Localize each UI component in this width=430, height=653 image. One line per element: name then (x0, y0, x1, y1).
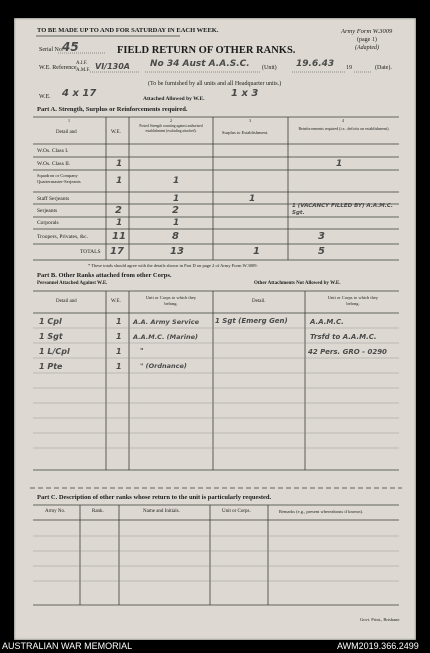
c-col-rank-header: Rank. (92, 509, 104, 514)
b-row-detail: 1 Pte (39, 362, 63, 371)
row-we: 1 (116, 218, 123, 228)
form-title: FIELD RETURN OF OTHER RANKS. (117, 45, 296, 56)
attached-value: 1 x 3 (231, 88, 259, 99)
page-label: (page 1) (357, 37, 377, 43)
col-we-header: W.E. (111, 130, 121, 135)
row-posted: 1 (173, 218, 180, 228)
c-col-unit-header: Unit or Corps. (222, 509, 251, 514)
b-row-we: 1 (116, 362, 122, 371)
row-reinf: 1 (336, 159, 343, 169)
row-detail: Staff Serjeants (37, 196, 70, 202)
b-row-unit: A.A. Army Service (133, 318, 200, 326)
totals-label: TOTALS (80, 249, 101, 255)
printer-imprint: Govt. Print., Brisbane. (360, 617, 401, 622)
b-row-unit2: 42 Pers. GRO - 0290 (308, 348, 387, 356)
b-col-unit2-header: Unit or Corps to which they belong. (327, 295, 379, 306)
row-reinf: 1 (VACANCY FILLED BY) A.A.M.C. Sgt. (292, 203, 393, 216)
b-row-unit: " (140, 347, 144, 355)
b-row-detail2: 1 Sgt (Emerg Gen) (215, 317, 288, 325)
b-row-we: 1 (116, 332, 122, 341)
amf-label: A.M.F. (76, 68, 91, 73)
col-number-3: 3 (249, 118, 251, 123)
we-ref-value: VI/130A (95, 62, 130, 71)
row-detail: Troopers, Privates, &c. (37, 234, 88, 240)
serial-value: 45 (62, 40, 79, 54)
unit-label: (Unit) (262, 65, 277, 71)
b-col-unit-header: Unit or Corps to which they belong. (145, 295, 197, 306)
totals-we: 17 (110, 246, 124, 257)
b-row-we: 1 (116, 317, 122, 326)
unit-value: No 34 Aust A.A.S.C. (150, 59, 250, 69)
we-ref-label: W.E. Reference (39, 65, 77, 71)
b-row-unit: A.A.M.C. (Marine) (133, 333, 198, 341)
row-posted: 8 (172, 231, 179, 242)
row-surplus: 1 (249, 194, 256, 204)
footer-accession: AWM2019.366.2499 (337, 641, 419, 651)
b-col-detail2-header: Detail. (252, 299, 266, 304)
col-number-1: 1 (68, 118, 70, 123)
form-id: Army Form W.3009 (341, 28, 393, 35)
col-posted-header: Posted Strength counting against authorized establishment (excluding attached). (139, 124, 203, 133)
c-col-army-no-header: Army No. (45, 509, 66, 514)
b-col-detail-header: Detail and (56, 299, 77, 304)
row-we: 11 (112, 231, 126, 242)
b-col-we-header: W.E. (111, 299, 121, 304)
attached-label: Attached Allowed by W.E. (143, 96, 205, 102)
we-value: 4 x 17 (62, 88, 97, 99)
row-we: 1 (116, 159, 123, 169)
b-row-detail: 1 L/Cpl (39, 347, 70, 356)
row-posted: 1 (173, 194, 180, 204)
serial-label: Serial No. (39, 47, 64, 53)
col-reinf-header: Reinforcements required (i.e., deficits on establishment). (298, 126, 390, 131)
part-c-heading: Part C. Description of other ranks whose return to the unit is particularly requested. (37, 494, 272, 501)
c-col-remarks-header: Remarks (e.g., present whereabouts if known). (279, 509, 364, 514)
notice-text: TO BE MADE UP TO AND FOR SATURDAY IN EACH WEEK. (37, 27, 219, 34)
row-posted: 2 (172, 205, 179, 216)
part-a-heading: Part A. Strength, Surplus or Reinforcements required. (37, 106, 188, 113)
b-row-detail: 1 Cpl (39, 317, 62, 326)
row-we: 1 (116, 176, 123, 186)
part-b-heading: Part B. Other Ranks attached from other Corps. (37, 272, 172, 279)
b-row-detail: 1 Sgt (39, 332, 63, 341)
date-label: (Date). (375, 65, 392, 71)
adapted-label: (Adapted) (355, 45, 379, 51)
b-row-unit2: A.A.M.C. (310, 318, 344, 326)
footer-institution: AUSTRALIAN WAR MEMORIAL (2, 641, 133, 651)
part-a-footnote: * These totals should agree with the details shown in Part D on page 2 of Army Form W.3009. (88, 263, 258, 268)
row-detail: Corporals (37, 220, 59, 226)
totals-surplus: 1 (253, 246, 260, 257)
we-label: W.E. (39, 94, 51, 100)
totals-reinf: 5 (318, 246, 325, 257)
furnished-note: (To be furnished by all units and all Headquarter units.) (148, 81, 282, 87)
col-number-4: 4 (342, 118, 344, 123)
col-surplus-header: Surplus to Establishment. (222, 130, 269, 135)
year-label: 19 (346, 65, 352, 71)
row-reinf: 3 (318, 231, 325, 242)
b-row-unit: " (Ordnance) (140, 362, 187, 370)
b-row-unit2: Trsfd to A.A.M.C. (310, 333, 377, 341)
col-number-2: 2 (170, 118, 172, 123)
row-detail: W.Os. Class II. (37, 161, 71, 167)
aif-label: A.I.F. (76, 61, 88, 66)
row-detail: W.Os. Class I. (37, 148, 69, 154)
row-detail: Serjeants (37, 208, 58, 214)
row-posted: 1 (173, 176, 180, 186)
col-detail-header: Detail and (56, 130, 77, 135)
part-b-right-subheading: Other Attachments Not Allowed by W.E. (254, 281, 341, 286)
c-col-name-header: Name and Initials. (143, 509, 180, 514)
totals-posted: 13 (170, 246, 184, 257)
date-value: 19.6.43 (296, 59, 335, 69)
row-detail: Squadron or Company Quartermaster-Serjeants (37, 173, 81, 184)
row-we: 2 (115, 205, 122, 216)
part-b-left-subheading: Personnel Attached Against W.E. (37, 281, 108, 286)
b-row-we: 1 (116, 347, 122, 356)
